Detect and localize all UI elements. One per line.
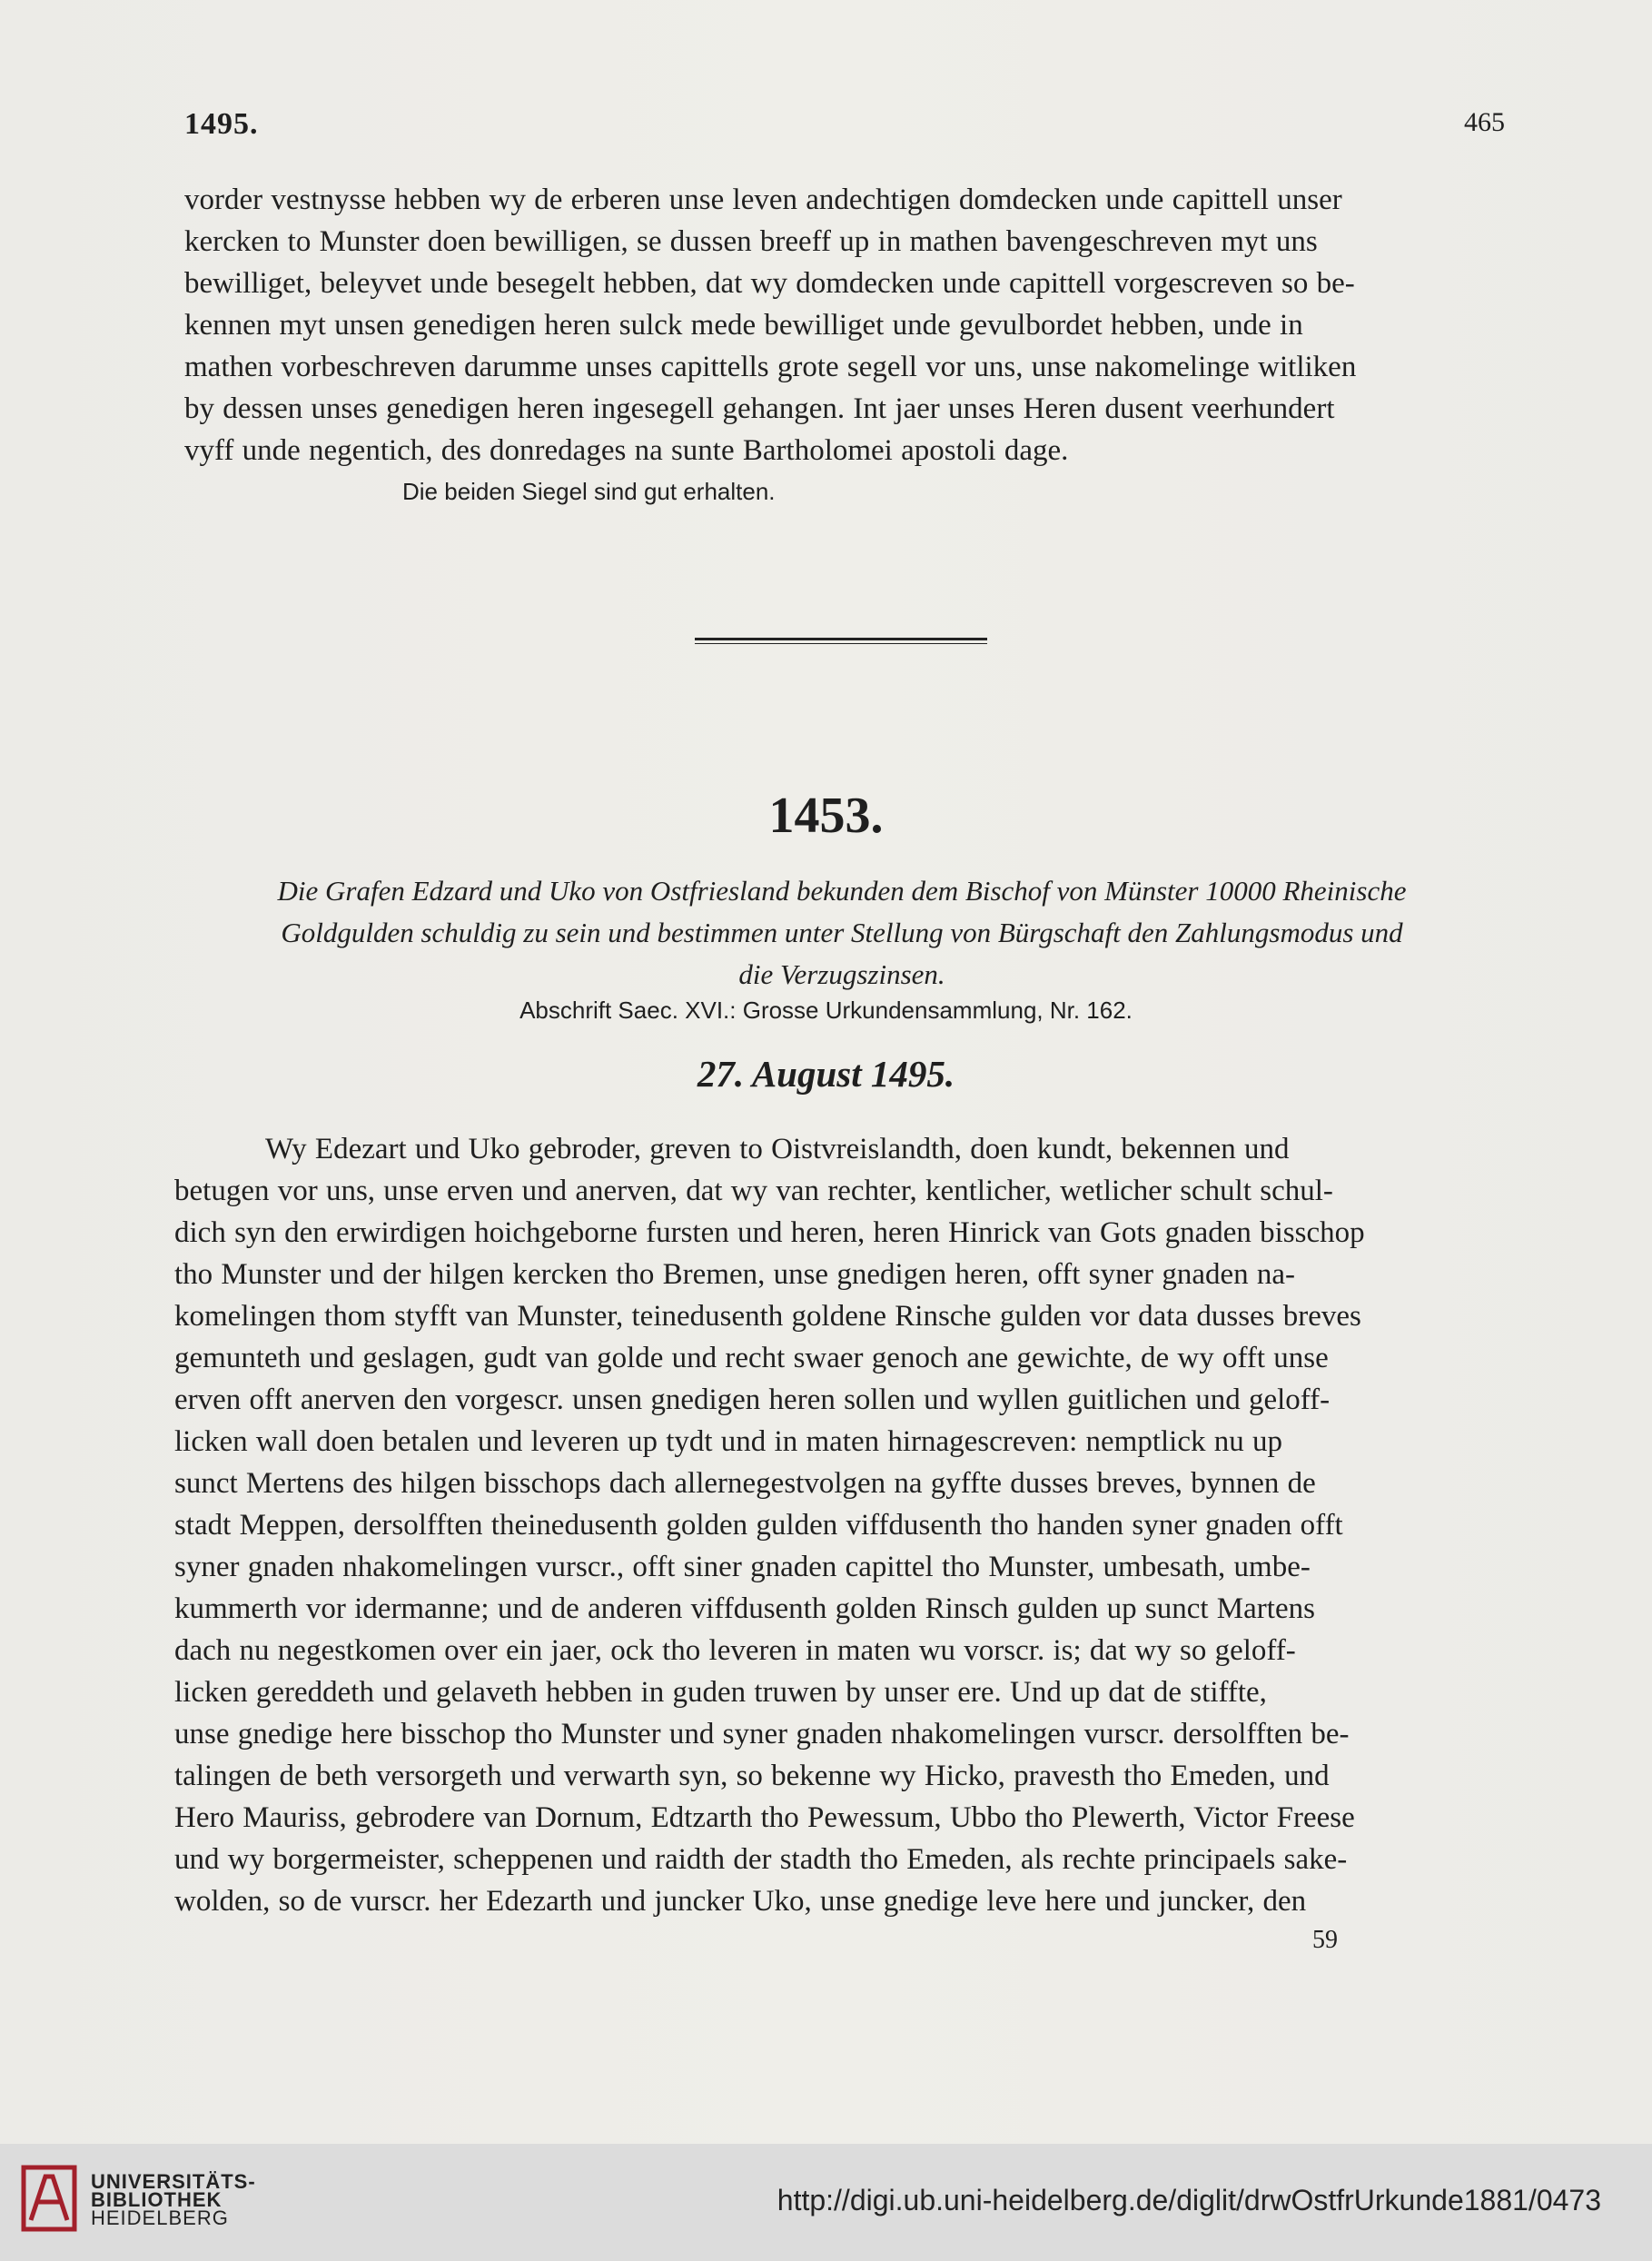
section-divider	[695, 638, 987, 644]
text-line: bewilliget, beleyvet unde besegelt hebben, dat wy domdecken unde capittell vorgescreven so be-	[184, 267, 1355, 300]
text-line: talingen de beth versorgeth und verwarth syn, so bekenne wy Hicko, pravesth tho Emeden, und	[174, 1760, 1330, 1792]
library-name-line: HEIDELBERG	[91, 2206, 229, 2229]
text-line: vorder vestnysse hebben wy de erberen unse leven andechtigen domdecken unde capittell unser	[184, 183, 1342, 216]
summary-line: die Verzugszinsen.	[738, 958, 945, 990]
text-line: syner gnaden nhakomelingen vurscr., offt siner gnaden capittel tho Munster, umbesath, umbe-	[174, 1551, 1311, 1583]
text-line: wolden, so de vurscr. her Edezarth und juncker Uko, unse gnedige leve here und juncker, den	[174, 1885, 1307, 1918]
text-line: vyff unde negentich, des donredages na sunte Bartholomei apostoli dage.	[184, 434, 1069, 467]
text-line: stadt Meppen, dersolfften theinedusenth golden gulden viffdusenth tho handen syner gnaden offt	[174, 1509, 1343, 1542]
text-line: sunct Mertens des hilgen bisschops dach allernegestvolgen na gyffte dusses breves, bynnen de	[174, 1467, 1316, 1500]
document-date: 27. August 1495.	[697, 1053, 955, 1095]
library-logo-icon	[18, 2160, 80, 2236]
library-name-line: BIBLIOTHEK	[91, 2188, 223, 2211]
document-body	[174, 1128, 1500, 1922]
text-line: unse gnedige here bisschop tho Munster und syner gnaden nhakomelingen vurscr. dersolfften be-	[174, 1718, 1350, 1750]
library-name-line: UNIVERSITÄTS-	[91, 2170, 256, 2193]
text-line: betugen vor uns, unse erven und anerven, dat wy van rechter, kentlicher, wetlicher schult schul-	[174, 1175, 1333, 1207]
text-line: dich syn den erwirdigen hoichgeborne fursten und heren, heren Hinrick van Gots gnaden bisschop	[174, 1216, 1365, 1249]
seal-note: Die beiden Siegel sind gut erhalten.	[402, 478, 776, 505]
summary-line: Goldgulden schuldig zu sein und bestimmen unter Stellung von Bürgschaft den Zahlungsmodus und	[281, 917, 1403, 948]
text-line: by dessen unses genedigen heren ingesegell gehangen. Int jaer unses Heren dusent veerhundert	[184, 392, 1335, 425]
continued-document-text	[184, 179, 1506, 471]
text-line: komelingen thom styfft van Munster, teinedusenth goldene Rinsche gulden vor data dusses breves	[174, 1300, 1361, 1333]
digital-source-link[interactable]: http://digi.ub.uni-heidelberg.de/diglit/drwOstfrUrkunde1881/0473	[777, 2184, 1601, 2216]
text-line: Wy Edezart und Uko gebroder, greven to Oistvreislandth, doen kundt, bekennen und	[265, 1133, 1290, 1165]
text-line: gemunteth und geslagen, gudt van golde und recht swaer genoch ane gewichte, de wy offt unse	[174, 1342, 1329, 1374]
library-name	[91, 2170, 256, 2229]
text-line: tho Munster und der hilgen kercken tho Bremen, unse gnedigen heren, offt syner gnaden na-	[174, 1258, 1296, 1291]
text-line: und wy borgermeister, scheppenen und raidth der stadth tho Emeden, als rechte principaels sake-	[174, 1843, 1348, 1876]
text-line: mathen vorbeschreven darumme unses capittells grote segell vor uns, unse nakomelinge witliken	[184, 351, 1357, 383]
document-number: 1453.	[768, 788, 884, 844]
running-head-year: 1495.	[184, 107, 259, 141]
text-line: erven offt anerven den vorgescr. unsen gnedigen heren sollen und wyllen guitlichen und geloff-	[174, 1383, 1331, 1416]
text-line: licken gereddeth und gelaveth hebben in guden truwen by unser ere. Und up dat de stiffte,	[174, 1676, 1267, 1709]
text-line: dach nu negestkomen over ein jaer, ock tho leveren in maten wu vorscr. is; dat wy so geloff-	[174, 1634, 1296, 1667]
text-line: kennen myt unsen genedigen heren sulck mede bewilliget unde gevulbordet hebben, unde in	[184, 309, 1303, 342]
library-footer	[0, 2144, 1652, 2261]
text-line: licken wall doen betalen und leveren up tydt und in maten hirnagescreven: nemptlick nu up	[174, 1425, 1282, 1458]
signature-page-number: 59	[1312, 1926, 1338, 1954]
document-summary	[180, 870, 1504, 996]
summary-line: Die Grafen Edzard und Uko von Ostfriesland bekunden dem Bischof von Münster 10000 Rheinische	[277, 875, 1407, 907]
running-head-page-number: 465	[1464, 107, 1505, 137]
text-line: kercken to Munster doen bewilligen, se dussen breeff up in mathen bavengeschreven myt uns	[184, 225, 1318, 258]
source-reference: Abschrift Saec. XVI.: Grosse Urkundensammlung, Nr. 162.	[519, 997, 1133, 1024]
text-line: Hero Mauriss, gebrodere van Dornum, Edtzarth tho Pewessum, Ubbo tho Plewerth, Victor Freese	[174, 1801, 1355, 1834]
text-line: kummerth vor idermanne; und de anderen viffdusenth golden Rinsch gulden up sunct Martens	[174, 1592, 1315, 1625]
